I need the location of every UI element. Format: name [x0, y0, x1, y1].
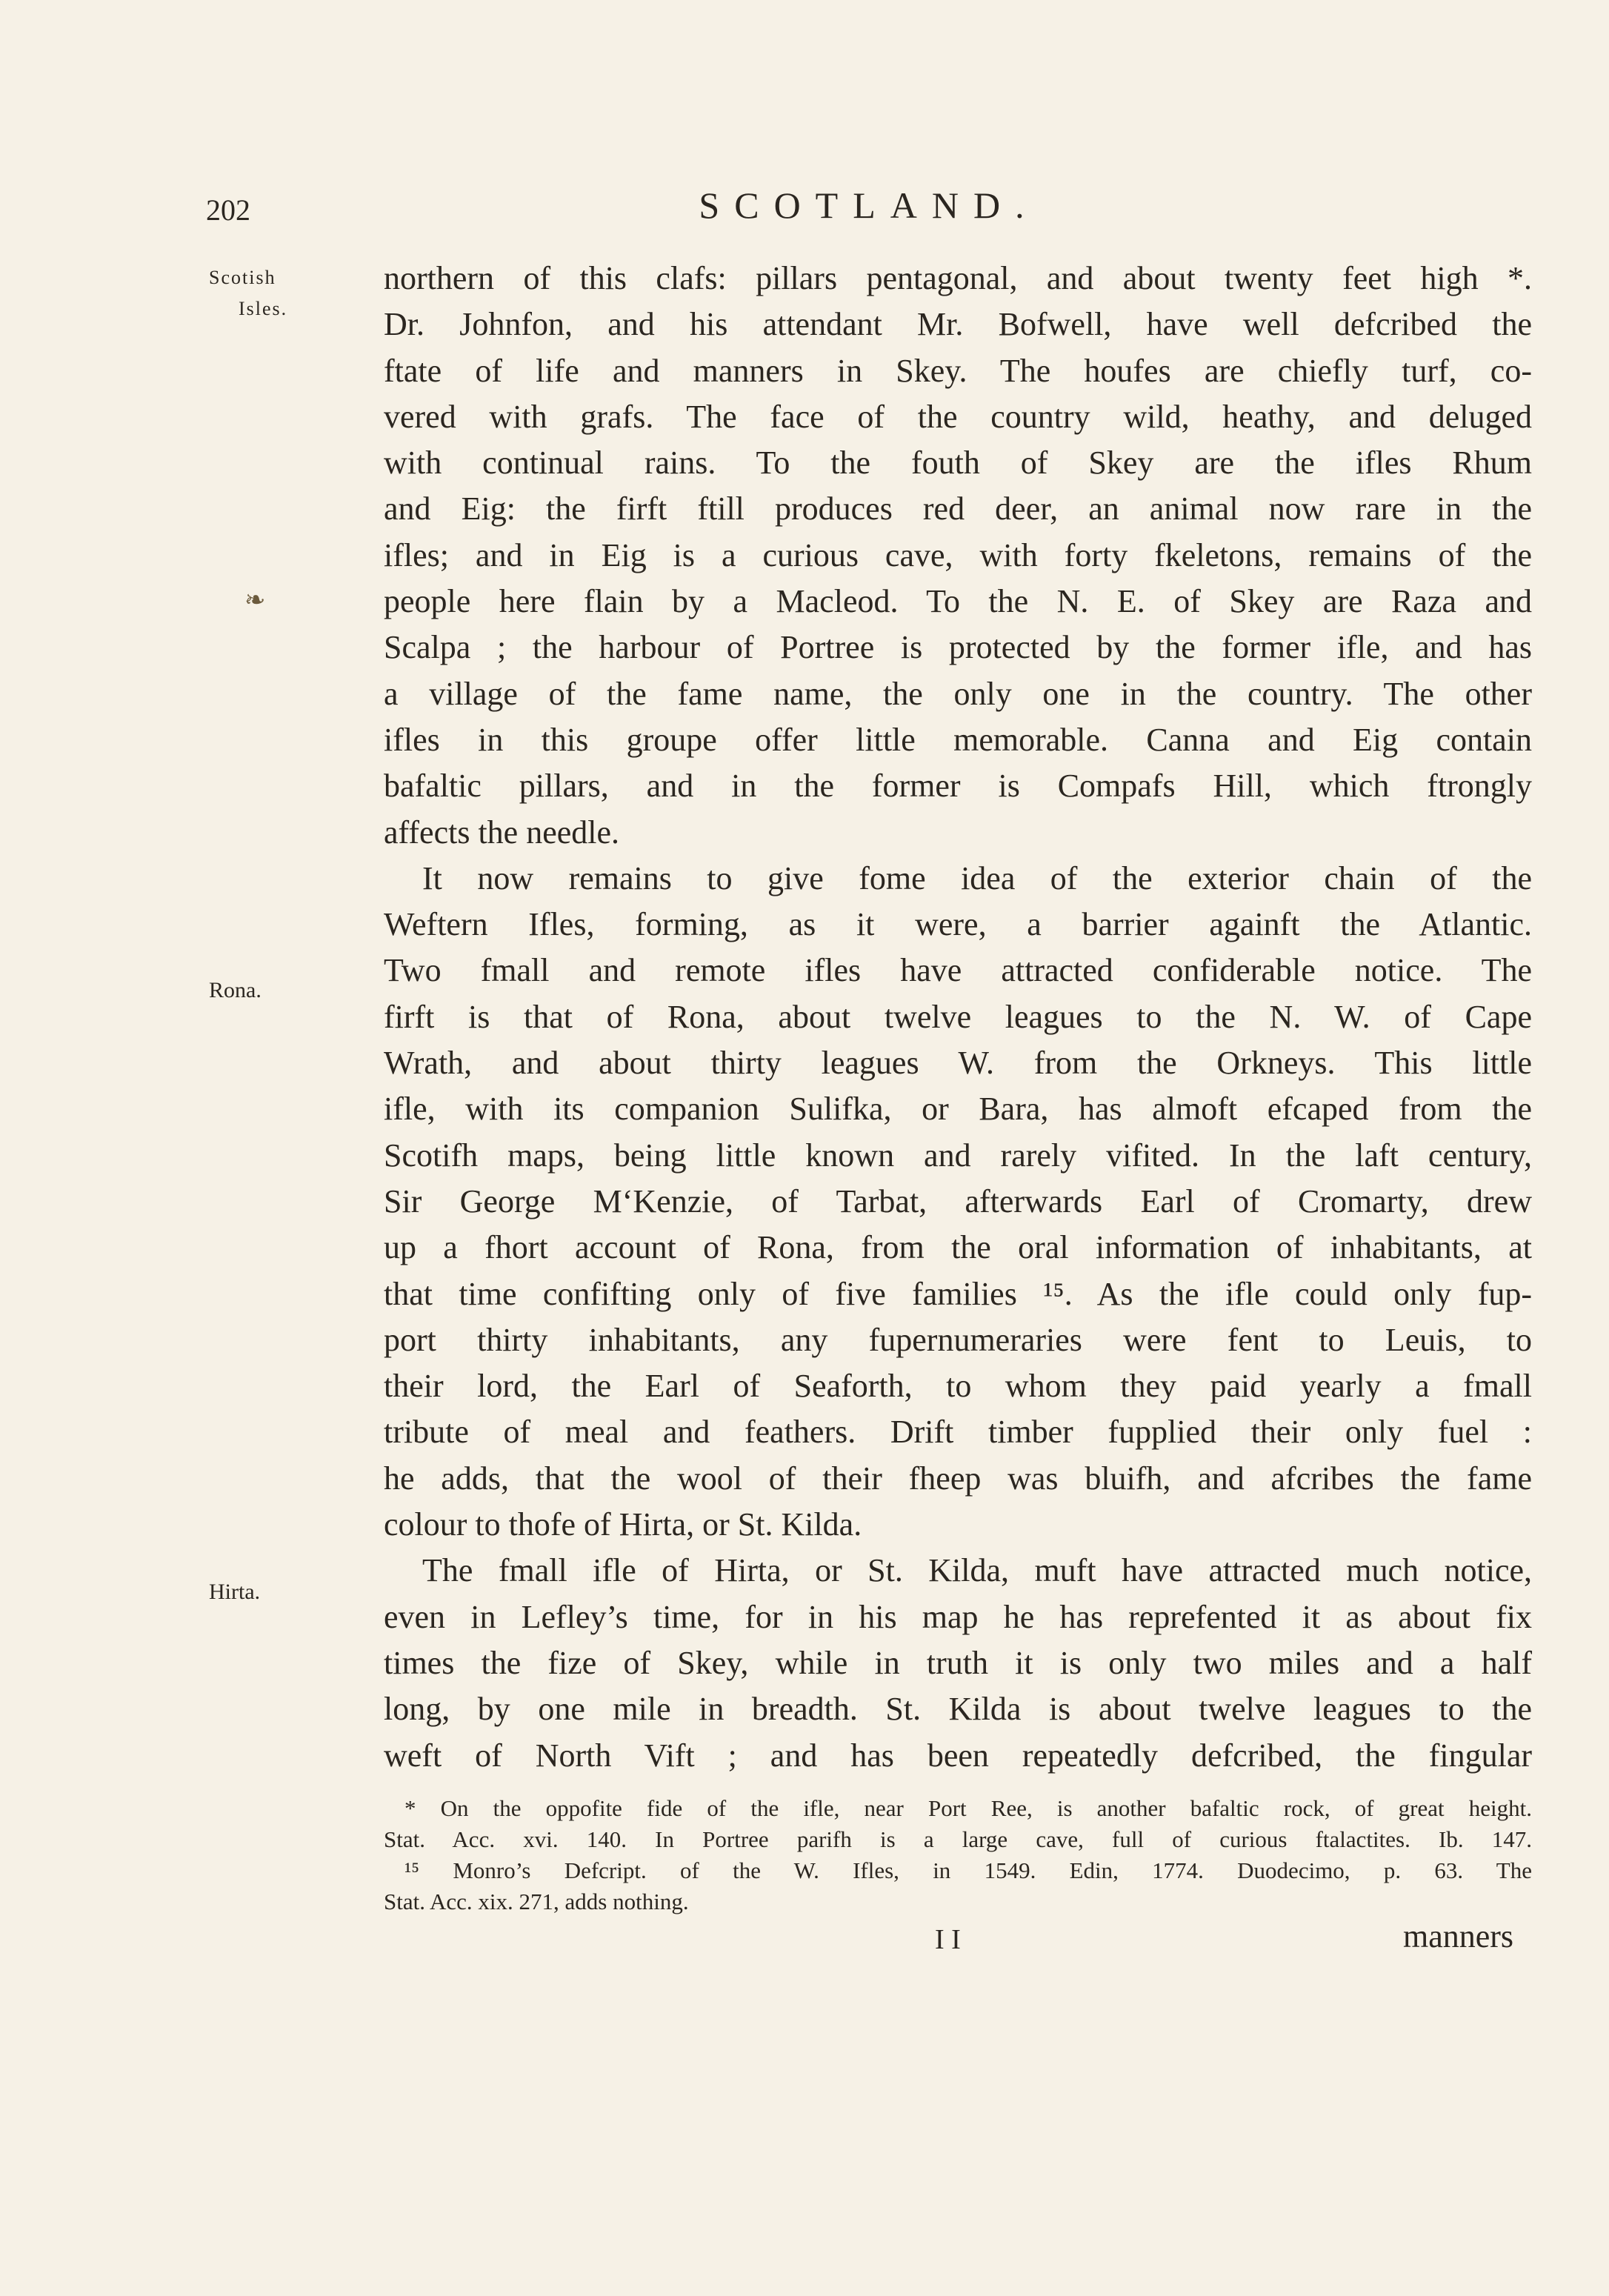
text-line: vered with grafs. The face of the country wild, heathy, and deluged — [384, 398, 1532, 435]
body-text — [384, 256, 1532, 1779]
text-line: ifle, with its companion Sulifka, or Bara, has almoft efcaped from the — [384, 1091, 1532, 1128]
text-line: affects the needle. — [384, 813, 620, 851]
footnote-line: Stat. Acc. xvi. 140. In Portree parifh is a large cave, full of curious ftalactites. Ib. 147. — [384, 1826, 1532, 1852]
text-line: Weftern Ifles, forming, as it were, a barrier againft the Atlantic. — [384, 906, 1532, 943]
text-line: Wrath, and about thirty leagues W. from the Orkneys. This little — [384, 1045, 1532, 1082]
text-line: a village of the fame name, the only one in the country. The other — [384, 675, 1532, 712]
text-line: weft of North Vift ; and has been repeatedly defcribed, the fingular — [384, 1737, 1532, 1774]
text-line: ifles in this groupe offer little memorable. Canna and Eig contain — [384, 721, 1532, 758]
text-line: firft is that of Rona, about twelve leagues to the N. W. of Cape — [384, 998, 1532, 1035]
text-line: their lord, the Earl of Seaforth, to whom they paid yearly a fmall — [384, 1368, 1532, 1405]
footnote-line: Stat. Acc. xix. 271, adds nothing. — [384, 1889, 689, 1914]
text-line: people here flain by a Macleod. To the N. E. of Skey are Raza and — [384, 583, 1532, 620]
footnotes — [384, 1793, 1532, 1917]
page-header — [206, 178, 1532, 237]
text-line: long, by one mile in breadth. St. Kilda is about twelve leagues to the — [384, 1691, 1532, 1728]
text-line: times the fize of Skey, while in truth it is only two miles and a half — [384, 1644, 1532, 1681]
text-line: Sir George M‘Kenzie, of Tarbat, afterwards Earl of Cromarty, drew — [384, 1182, 1532, 1219]
text-line: ftate of life and manners in Skey. The houfes are chiefly turf, co- — [384, 352, 1532, 389]
text-line: Two fmall and remote ifles have attracted confiderable notice. The — [384, 952, 1532, 989]
text-line: port thirty inhabitants, any fupernumeraries were fent to Leuis, to — [384, 1321, 1532, 1358]
text-line: that time confifting only of five families ¹⁵. As the ifle could only fup- — [384, 1275, 1532, 1312]
text-line: even in Lefley’s time, for in his map he has reprefented it as about fix — [384, 1598, 1532, 1635]
text-line: colour to thofe of Hirta, or St. Kilda. — [384, 1506, 862, 1543]
catchword: manners — [1403, 1918, 1514, 1954]
fleuron-ornament-icon: ❧ — [244, 587, 266, 614]
text-line: The fmall ifle of Hirta, or St. Kilda, muft have attracted much notice, — [422, 1552, 1532, 1589]
text-line: he adds, that the wool of their fheep was bluifh, and afcribes the fame — [384, 1460, 1532, 1497]
text-line: bafaltic pillars, and in the former is Compafs Hill, which ftrongly — [384, 768, 1532, 805]
footnote-line: ¹⁵ Monro’s Defcript. of the W. Ifles, in 1549. Edin, 1774. Duodecimo, p. 63. The — [404, 1857, 1532, 1883]
margin-note-scotish: Scotish — [209, 267, 276, 288]
text-line: northern of this clafs: pillars pentagonal, and about twenty feet high *. — [384, 260, 1532, 296]
text-line: It now remains to give fome idea of the exterior chain of the — [422, 859, 1532, 896]
text-line: and Eig: the firft ftill produces red deer, an animal now rare in the — [384, 490, 1532, 528]
text-line: ifles; and in Eig is a curious cave, with forty fkeletons, remains of the — [384, 536, 1532, 573]
text-line: Dr. Johnfon, and his attendant Mr. Bofwell, have well defcribed the — [384, 306, 1532, 343]
page-number: 202 — [206, 193, 250, 227]
signature-mark: I I — [935, 1924, 961, 1955]
text-line: Scotifh maps, being little known and rarely vifited. In the laft century, — [384, 1137, 1532, 1174]
text-line: with continual rains. To the fouth of Skey are the ifles Rhum — [384, 445, 1532, 482]
margin-note-rona: Rona. — [209, 978, 261, 1002]
margin-note-hirta: Hirta. — [209, 1580, 261, 1604]
text-line: up a fhort account of Rona, from the oral information of inhabitants, at — [384, 1229, 1532, 1266]
footnote-line: * On the oppofite fide of the ifle, near Port Ree, is another bafaltic rock, of great height. — [404, 1795, 1532, 1821]
margin-note-isles: Isles. — [239, 298, 288, 319]
text-line: Scalpa ; the harbour of Portree is protected by the former ifle, and has — [384, 629, 1532, 666]
running-title: SCOTLAND. — [699, 184, 1039, 226]
text-line: tribute of meal and feathers. Drift timber fupplied their only fuel : — [384, 1414, 1532, 1451]
